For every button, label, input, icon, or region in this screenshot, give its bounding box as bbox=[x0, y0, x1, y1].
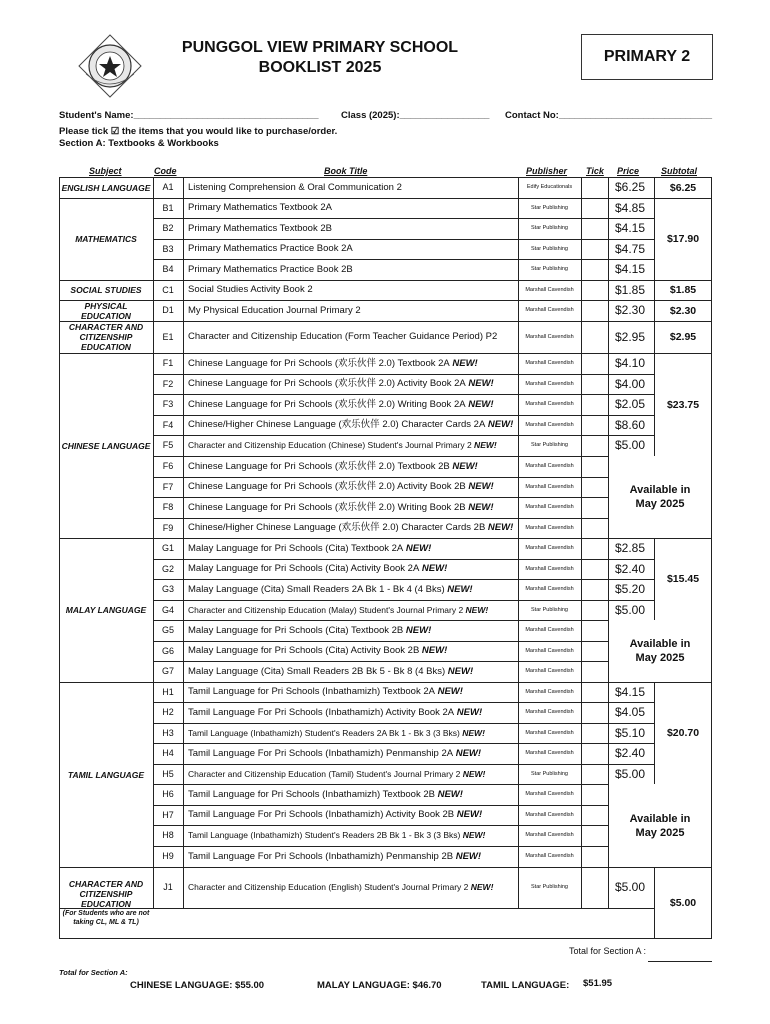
publisher: Marshall Cavendish bbox=[525, 689, 574, 695]
book-title-text: Malay Language (Cita) Small Readers 2A Bk 1 - Bk 4 (4 Bks) bbox=[188, 584, 445, 595]
book-title bbox=[188, 702, 515, 723]
subject-name: MATHEMATICS bbox=[75, 234, 137, 244]
new-badge: NEW! bbox=[434, 686, 463, 697]
item-code: E1 bbox=[162, 332, 174, 342]
school-logo bbox=[78, 34, 142, 98]
publisher: Marshall Cavendish bbox=[525, 668, 574, 674]
book-title bbox=[188, 177, 515, 198]
item-price: $4.05 bbox=[615, 705, 646, 719]
book-title-text: Malay Language for Pri Schools (Cita) Activity Book 2B bbox=[188, 645, 420, 656]
tick-box[interactable] bbox=[582, 218, 607, 239]
new-badge: NEW! bbox=[468, 882, 494, 892]
item-code: G6 bbox=[161, 646, 174, 656]
item-code: F8 bbox=[162, 502, 174, 512]
book-title-text: Chinese Language for Pri Schools (欢乐伙伴 2.0) Activity Book 2A bbox=[188, 378, 466, 389]
item-code: H8 bbox=[162, 830, 174, 840]
table-border-right bbox=[711, 177, 712, 939]
book-title-text: Character and Citizenship Education (Chinese) Student's Journal Primary 2 bbox=[188, 440, 472, 450]
subject-name: CHINESE LANGUAGE bbox=[61, 440, 151, 451]
subtotal-value: $15.45 bbox=[666, 573, 700, 585]
subtotal-value: $2.30 bbox=[669, 304, 697, 317]
class-field[interactable]: Class (2025):_________________ bbox=[341, 110, 490, 121]
item-code: A1 bbox=[162, 182, 174, 192]
publisher: Marshall Cavendish bbox=[525, 730, 574, 736]
item-price: $5.00 bbox=[615, 438, 646, 452]
item-price: $2.05 bbox=[615, 397, 646, 411]
new-badge: NEW! bbox=[453, 748, 482, 759]
item-price: $5.00 bbox=[615, 880, 646, 894]
new-badge: NEW! bbox=[445, 666, 474, 677]
book-title bbox=[188, 620, 515, 641]
publisher: Marshall Cavendish bbox=[525, 287, 574, 293]
book-title-text: Tamil Language For Pri Schools (Inbathamizh) Activity Book 2B bbox=[188, 809, 455, 820]
book-title bbox=[188, 518, 515, 538]
book-title-text: Primary Mathematics Textbook 2B bbox=[188, 223, 332, 234]
tick-box[interactable] bbox=[582, 579, 607, 600]
subject-name: CHARACTER AND CITIZENSHIP EDUCATION bbox=[68, 322, 144, 352]
item-price: $8.60 bbox=[615, 418, 646, 432]
item-code: H9 bbox=[162, 851, 174, 861]
tick-box[interactable] bbox=[582, 259, 607, 280]
subject-label bbox=[61, 177, 151, 198]
item-price: $2.40 bbox=[615, 562, 646, 576]
new-badge: NEW! bbox=[460, 830, 486, 840]
tick-box[interactable] bbox=[582, 641, 607, 661]
publisher: Marshall Cavendish bbox=[525, 709, 574, 715]
subject-note: (For Students who are not taking CL, ML & TL) bbox=[62, 910, 150, 926]
contact-field[interactable]: Contact No:_____________________________ bbox=[505, 110, 713, 121]
tick-box[interactable] bbox=[582, 620, 607, 641]
item-code: H6 bbox=[162, 789, 174, 799]
item-price: $2.95 bbox=[615, 330, 646, 344]
book-title-text: Chinese Language for Pri Schools (欢乐伙伴 2.0) Textbook 2A bbox=[188, 358, 450, 369]
book-title-text: Social Studies Activity Book 2 bbox=[188, 284, 313, 295]
publisher: Marshall Cavendish bbox=[525, 381, 574, 387]
subject-label bbox=[61, 198, 151, 280]
publisher: Edify Educationals bbox=[526, 184, 573, 190]
total-line[interactable] bbox=[648, 961, 712, 962]
item-price: $4.15 bbox=[615, 221, 646, 235]
publisher: Marshall Cavendish bbox=[525, 791, 574, 797]
item-code: G7 bbox=[161, 666, 174, 676]
tick-box[interactable] bbox=[582, 784, 607, 805]
book-title-text: Malay Language for Pri Schools (Cita) Textbook 2A bbox=[188, 543, 404, 554]
tick-box[interactable] bbox=[582, 456, 607, 477]
publisher: Star Publishing bbox=[531, 884, 568, 890]
item-price: $5.10 bbox=[615, 726, 646, 740]
publisher: Marshall Cavendish bbox=[525, 627, 574, 633]
item-code: G3 bbox=[161, 584, 174, 594]
new-badge: NEW! bbox=[419, 645, 448, 656]
item-price: $5.00 bbox=[615, 603, 646, 617]
subject-name: CHARACTER AND CITIZENSHIP EDUCATION bbox=[68, 879, 144, 909]
tick-box[interactable] bbox=[582, 559, 607, 579]
subject-label bbox=[61, 300, 151, 321]
publisher: Marshall Cavendish bbox=[525, 525, 574, 531]
item-price: $2.40 bbox=[615, 746, 646, 760]
subtotal-value: $23.75 bbox=[666, 398, 700, 411]
subject-name: ENGLISH LANGUAGE bbox=[61, 182, 151, 193]
book-title bbox=[188, 600, 515, 620]
publisher: Marshall Cavendish bbox=[525, 853, 574, 859]
new-badge: NEW! bbox=[403, 543, 432, 554]
book-title bbox=[188, 723, 515, 743]
book-title bbox=[188, 846, 515, 867]
item-price: $5.20 bbox=[615, 582, 646, 596]
booklist-table bbox=[59, 177, 712, 939]
new-badge: NEW! bbox=[465, 378, 494, 389]
book-title-text: Tamil Language For Pri Schools (Inbathamizh) Penmanship 2A bbox=[188, 748, 454, 759]
subject-name: SOCIAL STUDIES bbox=[70, 285, 142, 295]
availability-note bbox=[609, 620, 711, 682]
new-badge: NEW! bbox=[465, 502, 494, 513]
total-tamil-value: $51.95 bbox=[583, 978, 613, 989]
tick-box[interactable] bbox=[582, 538, 607, 559]
item-code: F2 bbox=[162, 379, 174, 389]
col-price: Price bbox=[617, 166, 640, 176]
book-title bbox=[188, 435, 515, 456]
book-title bbox=[188, 477, 515, 497]
item-code: G1 bbox=[161, 543, 174, 553]
tick-box[interactable] bbox=[582, 743, 607, 764]
book-title-text: My Physical Education Journal Primary 2 bbox=[188, 305, 361, 316]
new-badge: NEW! bbox=[444, 584, 473, 595]
book-title bbox=[188, 805, 515, 825]
book-title-text: Chinese Language for Pri Schools (欢乐伙伴 2.0) Writing Book 2A bbox=[188, 399, 466, 410]
book-title-text: Chinese Language for Pri Schools (欢乐伙伴 2.0) Textbook 2B bbox=[188, 461, 450, 472]
subtotal-value: $5.00 bbox=[669, 897, 697, 909]
book-title bbox=[188, 579, 515, 600]
subject-name: MALAY LANGUAGE bbox=[65, 605, 147, 615]
subtotal-value: $1.85 bbox=[669, 284, 697, 296]
publisher: Marshall Cavendish bbox=[525, 484, 574, 490]
item-code: C1 bbox=[162, 285, 174, 295]
table-border-bottom bbox=[59, 938, 712, 939]
subtotal-value: $17.90 bbox=[666, 233, 700, 245]
book-title-text: Tamil Language (Inbathamizh) Student's Readers 2A Bk 1 - Bk 3 (3 Bks) bbox=[188, 728, 460, 738]
book-title bbox=[188, 280, 515, 300]
book-title bbox=[188, 321, 515, 353]
item-code: F6 bbox=[162, 461, 174, 471]
book-title bbox=[188, 867, 515, 908]
subject-label bbox=[61, 321, 151, 353]
item-code: B4 bbox=[162, 264, 174, 274]
subject-label bbox=[61, 280, 151, 300]
col-tick: Tick bbox=[586, 166, 604, 176]
book-title bbox=[188, 456, 515, 477]
book-title bbox=[188, 784, 515, 805]
total-chinese: CHINESE LANGUAGE: $55.00 bbox=[130, 980, 265, 991]
item-price: $4.15 bbox=[615, 262, 646, 276]
tick-box[interactable] bbox=[582, 321, 607, 353]
book-title bbox=[188, 353, 515, 374]
book-title bbox=[188, 198, 515, 218]
book-title bbox=[188, 743, 515, 764]
availability-text: Available in bbox=[629, 484, 691, 496]
new-badge: NEW! bbox=[454, 707, 483, 718]
book-title bbox=[188, 764, 515, 784]
book-title bbox=[188, 825, 515, 846]
new-badge: NEW! bbox=[465, 399, 494, 410]
item-price: $5.00 bbox=[615, 767, 646, 781]
item-code: B2 bbox=[162, 223, 174, 233]
item-code: H4 bbox=[162, 748, 174, 758]
subject-label bbox=[61, 353, 151, 538]
booklist-title: BOOKLIST 2025 bbox=[258, 59, 382, 76]
column-line bbox=[183, 177, 184, 908]
availability-text: May 2025 bbox=[635, 652, 685, 664]
book-title-text: Malay Language (Cita) Small Readers 2B Bk 5 - Bk 8 (4 Bks) bbox=[188, 666, 446, 677]
tick-box[interactable] bbox=[582, 661, 607, 682]
book-title-text: Chinese Language for Pri Schools (欢乐伙伴 2.0) Writing Book 2B bbox=[188, 502, 466, 513]
publisher: Star Publishing bbox=[531, 205, 568, 211]
tick-box[interactable] bbox=[582, 177, 607, 198]
book-title-text: Character and Citizenship Education (Malay) Student's Journal Primary 2 bbox=[188, 605, 464, 615]
col-subject: Subject bbox=[89, 166, 122, 176]
availability-text: Available in bbox=[629, 812, 691, 825]
item-code: H1 bbox=[162, 687, 174, 697]
total-malay: MALAY LANGUAGE: $46.70 bbox=[317, 980, 442, 991]
publisher: Marshall Cavendish bbox=[525, 307, 574, 313]
item-price: $4.10 bbox=[615, 356, 646, 370]
publisher: Star Publishing bbox=[531, 442, 568, 448]
book-title-text: Character and Citizenship Education (Tamil) Student's Journal Primary 2 bbox=[188, 769, 461, 779]
item-price: $1.85 bbox=[615, 283, 646, 297]
item-code: F4 bbox=[162, 420, 174, 430]
tick-box[interactable] bbox=[582, 805, 607, 825]
book-title-text: Malay Language for Pri Schools (Cita) Textbook 2B bbox=[188, 625, 404, 636]
subject-name: PHYSICAL EDUCATION bbox=[81, 300, 131, 321]
tick-box[interactable] bbox=[582, 374, 607, 394]
availability-text: May 2025 bbox=[635, 498, 685, 510]
item-code: F9 bbox=[162, 523, 174, 533]
item-code: B1 bbox=[162, 203, 174, 213]
item-price: $4.15 bbox=[615, 685, 646, 699]
publisher: Star Publishing bbox=[531, 246, 568, 252]
book-title-text: Malay Language for Pri Schools (Cita) Activity Book 2A bbox=[188, 563, 420, 574]
tick-box[interactable] bbox=[582, 198, 607, 218]
new-badge: NEW! bbox=[454, 809, 483, 820]
school-name: PUNGGOL VIEW PRIMARY SCHOOL bbox=[181, 39, 459, 56]
new-badge: NEW! bbox=[459, 728, 485, 738]
subject-label bbox=[61, 867, 151, 939]
publisher: Marshall Cavendish bbox=[525, 832, 574, 838]
instruction: Please tick ☑ the items that you would like to purchase/order. bbox=[59, 126, 338, 137]
tick-box[interactable] bbox=[582, 497, 607, 518]
total-section-small: Total for Section A: bbox=[59, 968, 128, 977]
subject-label bbox=[61, 682, 151, 867]
tick-box[interactable] bbox=[582, 477, 607, 497]
new-badge: NEW! bbox=[485, 419, 514, 430]
total-tamil-label: TAMIL LANGUAGE: bbox=[481, 980, 570, 991]
new-badge: NEW! bbox=[419, 563, 448, 574]
tick-box[interactable] bbox=[582, 239, 607, 259]
publisher: Star Publishing bbox=[531, 607, 568, 613]
tick-box[interactable] bbox=[582, 764, 607, 784]
item-price: $6.25 bbox=[615, 180, 646, 194]
book-title-text: Tamil Language for Pri Schools (Inbathamizh) Textbook 2A bbox=[188, 686, 435, 697]
new-badge: NEW! bbox=[465, 481, 494, 492]
tick-box[interactable] bbox=[582, 867, 607, 908]
item-code: F3 bbox=[162, 399, 174, 409]
book-title bbox=[188, 497, 515, 518]
new-badge: NEW! bbox=[463, 605, 489, 615]
book-title-text: Listening Comprehension & Oral Communication 2 bbox=[188, 182, 402, 193]
book-title bbox=[188, 661, 515, 682]
item-code: J1 bbox=[163, 882, 173, 892]
book-title-text: Tamil Language for Pri Schools (Inbathamizh) Textbook 2B bbox=[188, 789, 435, 800]
tick-box[interactable] bbox=[582, 300, 607, 321]
publisher: Star Publishing bbox=[531, 225, 568, 231]
availability-text: May 2025 bbox=[635, 826, 685, 839]
book-title bbox=[188, 239, 515, 259]
new-badge: NEW! bbox=[460, 769, 486, 779]
new-badge: NEW! bbox=[453, 851, 482, 862]
item-price: $4.00 bbox=[615, 377, 646, 391]
item-code: H7 bbox=[162, 810, 174, 820]
col-subtotal: Subtotal bbox=[661, 166, 697, 176]
new-badge: NEW! bbox=[471, 440, 497, 450]
availability-note bbox=[609, 456, 711, 538]
subtotal-value: $2.95 bbox=[669, 331, 697, 343]
book-title bbox=[188, 559, 515, 579]
item-code: H3 bbox=[162, 728, 174, 738]
book-title-text: Character and Citizenship Education (Form Teacher Guidance Period) P2 bbox=[188, 331, 498, 342]
tick-box[interactable] bbox=[582, 353, 607, 374]
tick-box[interactable] bbox=[582, 394, 607, 415]
tick-box[interactable] bbox=[582, 280, 607, 300]
col-code: Code bbox=[154, 166, 177, 176]
subtotal-value: $6.25 bbox=[669, 181, 697, 194]
item-price: $4.75 bbox=[615, 242, 646, 256]
column-line bbox=[153, 177, 154, 908]
subtotal-value: $20.70 bbox=[666, 727, 700, 739]
publisher: Star Publishing bbox=[531, 266, 568, 272]
new-badge: NEW! bbox=[485, 522, 514, 533]
section-title: Section A: Textbooks & Workbooks bbox=[59, 138, 219, 149]
tick-box[interactable] bbox=[582, 682, 607, 702]
item-price: $2.30 bbox=[615, 303, 646, 317]
book-title-text: Tamil Language For Pri Schools (Inbathamizh) Penmanship 2B bbox=[188, 851, 454, 862]
item-code: F1 bbox=[162, 358, 174, 368]
publisher: Marshall Cavendish bbox=[525, 750, 574, 756]
availability-note bbox=[609, 784, 711, 867]
subject-name: TAMIL LANGUAGE bbox=[67, 769, 145, 780]
subject-label bbox=[61, 538, 151, 682]
availability-text: Available in bbox=[629, 638, 691, 650]
book-title bbox=[188, 300, 515, 321]
publisher: Marshall Cavendish bbox=[525, 545, 574, 551]
tick-box[interactable] bbox=[582, 415, 607, 435]
publisher: Marshall Cavendish bbox=[525, 401, 574, 407]
book-title-text: Chinese/Higher Chinese Language (欢乐伙伴 2.0) Character Cards 2B bbox=[188, 522, 486, 533]
item-code: H5 bbox=[162, 769, 174, 779]
book-title-text: Character and Citizenship Education (English) Student's Journal Primary 2 bbox=[188, 882, 469, 892]
tick-box[interactable] bbox=[582, 435, 607, 456]
new-badge: NEW! bbox=[403, 625, 432, 636]
new-badge: NEW! bbox=[434, 789, 463, 800]
book-title bbox=[188, 641, 515, 661]
level-box: PRIMARY 2 bbox=[581, 34, 713, 80]
publisher: Marshall Cavendish bbox=[525, 586, 574, 592]
publisher: Marshall Cavendish bbox=[525, 566, 574, 572]
book-title bbox=[188, 415, 515, 435]
total-section-label: Total for Section A : bbox=[569, 946, 647, 956]
book-title bbox=[188, 538, 515, 559]
book-title-text: Tamil Language (Inbathamizh) Student's Readers 2B Bk 1 - Bk 3 (3 Bks) bbox=[188, 830, 461, 840]
new-badge: NEW! bbox=[449, 461, 478, 472]
new-badge: NEW! bbox=[449, 358, 478, 369]
tick-box[interactable] bbox=[582, 600, 607, 620]
item-code: F5 bbox=[162, 440, 174, 450]
book-title bbox=[188, 218, 515, 239]
book-title bbox=[188, 682, 515, 702]
book-title-text: Primary Mathematics Textbook 2A bbox=[188, 202, 332, 213]
book-title-text: Chinese Language for Pri Schools (欢乐伙伴 2.0) Activity Book 2B bbox=[188, 481, 466, 492]
student-name-field[interactable]: Student's Name:___________________________________ bbox=[59, 110, 319, 121]
publisher: Marshall Cavendish bbox=[525, 422, 574, 428]
publisher: Marshall Cavendish bbox=[525, 463, 574, 469]
book-title-text: Chinese/Higher Chinese Language (欢乐伙伴 2.0) Character Cards 2A bbox=[188, 419, 486, 430]
book-title bbox=[188, 259, 515, 280]
book-title-text: Primary Mathematics Practice Book 2A bbox=[188, 243, 353, 254]
item-code: F7 bbox=[162, 482, 174, 492]
publisher: Marshall Cavendish bbox=[525, 648, 574, 654]
publisher: Marshall Cavendish bbox=[525, 812, 574, 818]
book-title-text: Tamil Language For Pri Schools (Inbathamizh) Activity Book 2A bbox=[188, 707, 455, 718]
item-price: $4.85 bbox=[615, 201, 646, 215]
item-price: $2.85 bbox=[615, 541, 646, 555]
tick-box[interactable] bbox=[582, 846, 607, 867]
publisher: Marshall Cavendish bbox=[525, 504, 574, 510]
table-border-left bbox=[59, 177, 60, 939]
tick-box[interactable] bbox=[582, 723, 607, 743]
item-code: B3 bbox=[162, 244, 174, 254]
publisher: Marshall Cavendish bbox=[525, 334, 574, 340]
tick-box[interactable] bbox=[582, 518, 607, 538]
item-code: D1 bbox=[162, 305, 174, 315]
tick-box[interactable] bbox=[582, 825, 607, 846]
col-title: Book Title bbox=[324, 166, 368, 176]
col-publisher: Publisher bbox=[526, 166, 568, 176]
book-title bbox=[188, 374, 515, 394]
item-code: G4 bbox=[161, 605, 174, 615]
publisher: Marshall Cavendish bbox=[525, 360, 574, 366]
item-code: G2 bbox=[161, 564, 174, 574]
tick-box[interactable] bbox=[582, 702, 607, 723]
book-title-text: Primary Mathematics Practice Book 2B bbox=[188, 264, 353, 275]
book-title bbox=[188, 394, 515, 415]
item-code: G5 bbox=[161, 625, 174, 635]
publisher: Star Publishing bbox=[531, 771, 568, 777]
item-code: H2 bbox=[162, 707, 174, 717]
